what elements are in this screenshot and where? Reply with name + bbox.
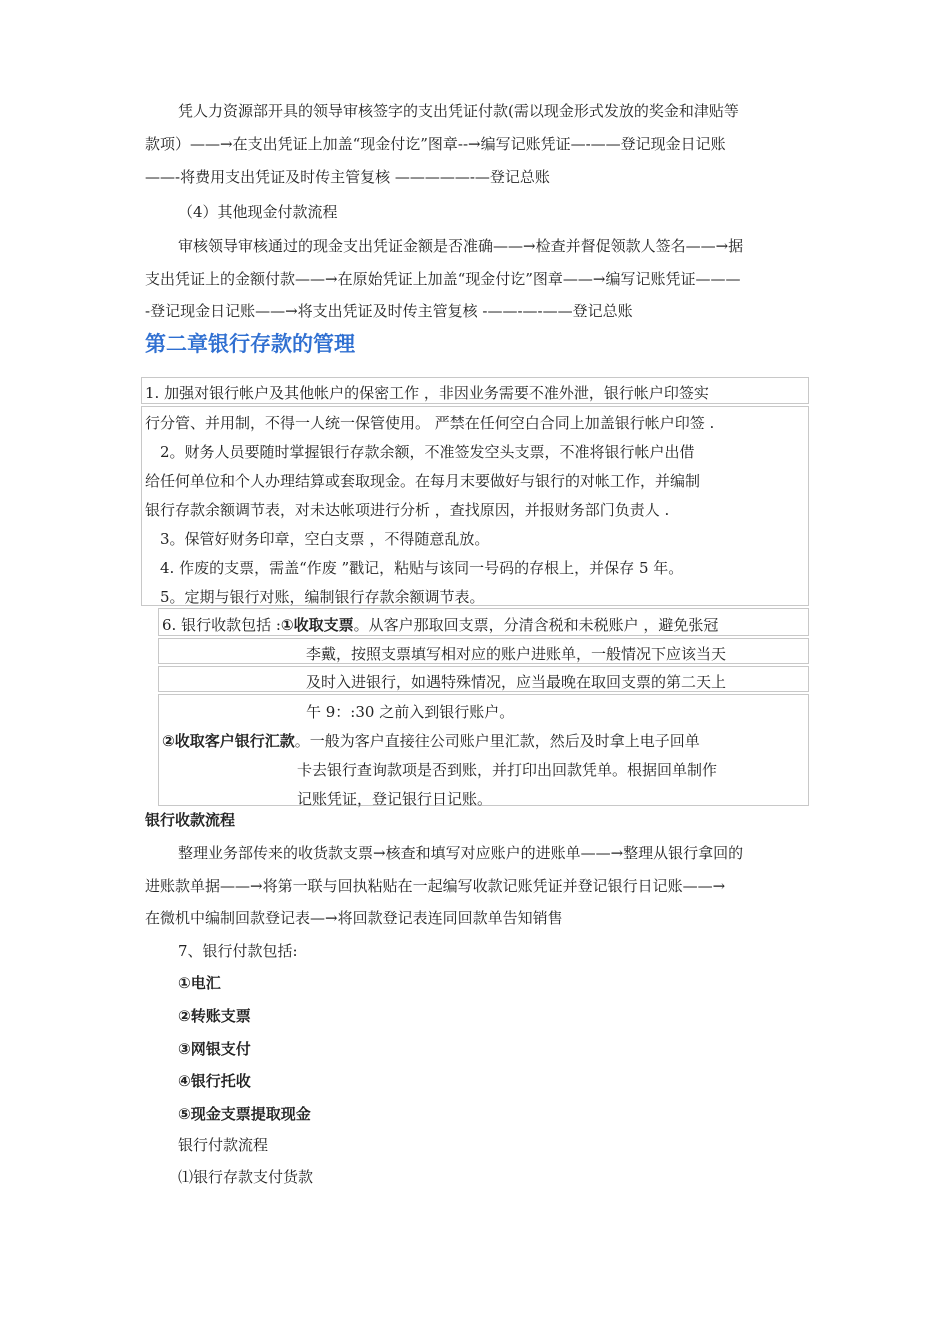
- rule-line: 午 9：:30 之前入到银行账户。: [306, 703, 515, 721]
- payment-item: ④银行托收: [178, 1072, 251, 1090]
- paragraph-line: 款项）——→在支出凭证上加盖“现金付讫”图章--→编写记账凭证—-——登记现金日记账: [145, 135, 726, 153]
- paragraph-line: 进账款单据——→将第一联与回执粘贴在一起编写收款记账凭证并登记银行日记账——→: [145, 877, 726, 895]
- chapter-title: 第二章银行存款的管理: [145, 332, 355, 356]
- paragraph-line: 凭人力资源部开具的领导审核签字的支出凭证付款(需以现金形式发放的奖金和津贴等: [178, 102, 739, 120]
- rule-line: 4. 作废的支票，需盖“作废 ”戳记，粘贴与该同一号码的存根上，并保存 5 年。: [160, 559, 684, 577]
- rule-line: 李戴，按照支票填写相对应的账户进账单，一般情况下应该当天: [306, 645, 727, 663]
- rule-line: 银行存款余额调节表，对未达帐项进行分析 ，查找原因，并报财务部门负责人 .: [145, 501, 670, 519]
- rule-line: 记账凭证，登记银行日记账。: [297, 790, 493, 808]
- section-title: 银行付款流程: [178, 1136, 269, 1154]
- rule-line: 1. 加强对银行帐户及其他帐户的保密工作 ，非因业务需要不准外泄，银行帐户印签实: [145, 384, 709, 402]
- rule-line: 卡去银行查询款项是否到账，并打印出回款凭单。根据回单制作: [297, 761, 718, 779]
- rule-line: 2。财务人员要随时掌握银行存款余额，不准签发空头支票，不准将银行帐户出借: [160, 443, 695, 461]
- subheading: （4）其他现金付款流程: [178, 203, 338, 221]
- paragraph-line: 支出凭证上的金额付款——→在原始凭证上加盖“现金付讫”图章——→编写记账凭证———: [145, 270, 741, 288]
- rule-line: 及时入进银行，如遇特殊情况，应当最晚在取回支票的第二天上: [306, 673, 727, 691]
- receipt-type-transfer: ②收取客户银行汇款: [162, 732, 295, 750]
- rule-prefix: 6. 银行收款包括 :: [162, 616, 281, 634]
- subheading: ⑴银行存款支付货款: [178, 1168, 314, 1186]
- rule-line: [162, 731, 700, 751]
- payment-item: ⑤现金支票提取现金: [178, 1105, 311, 1123]
- receipt-type-check: ①收取支票: [280, 616, 354, 634]
- rule-line: 给任何单位和个人办理结算或套取现金。在每月末要做好与银行的对帐工作，并编制: [145, 472, 701, 490]
- payment-item: ②转账支票: [178, 1007, 251, 1025]
- rule-line: 行分管、并用制，不得一人统一保管使用。 严禁在任何空白合同上加盖银行帐户印签 .: [145, 414, 715, 432]
- paragraph-line: ——-将费用支出凭证及时传主管复核 —————-—登记总账: [145, 168, 550, 186]
- rule-line: [162, 615, 718, 635]
- paragraph-line: 整理业务部传来的收货款支票→核查和填写对应账户的进账单——→整理从银行拿回的: [178, 844, 744, 862]
- paragraph-line: 审核领导审核通过的现金支出凭证金额是否准确——→检查并督促领款人签名——→据: [178, 237, 744, 255]
- paragraph-line: 在微机中编制回款登记表—→将回款登记表连同回款单告知销售: [145, 909, 563, 927]
- rule-line: 3。保管好财务印章，空白支票 ，不得随意乱放。: [160, 530, 490, 548]
- payment-item: ①电汇: [178, 974, 221, 992]
- paragraph-line: -登记现金日记账——→将支出凭证及时传主管复核 -——-—-——登记总账: [145, 302, 633, 320]
- rule-text: 。从客户那取回支票，分清含税和未税账户 ，避免张冠: [353, 616, 719, 634]
- section-title: 银行收款流程: [145, 811, 236, 829]
- rule-text: 。一般为客户直接往公司账户里汇款，然后及时拿上电子回单: [294, 732, 700, 750]
- payment-item: ③网银支付: [178, 1040, 251, 1058]
- rule-line: 5。定期与银行对账，编制银行存款余额调节表。: [160, 588, 485, 606]
- payments-intro: 7、银行付款包括:: [178, 942, 298, 960]
